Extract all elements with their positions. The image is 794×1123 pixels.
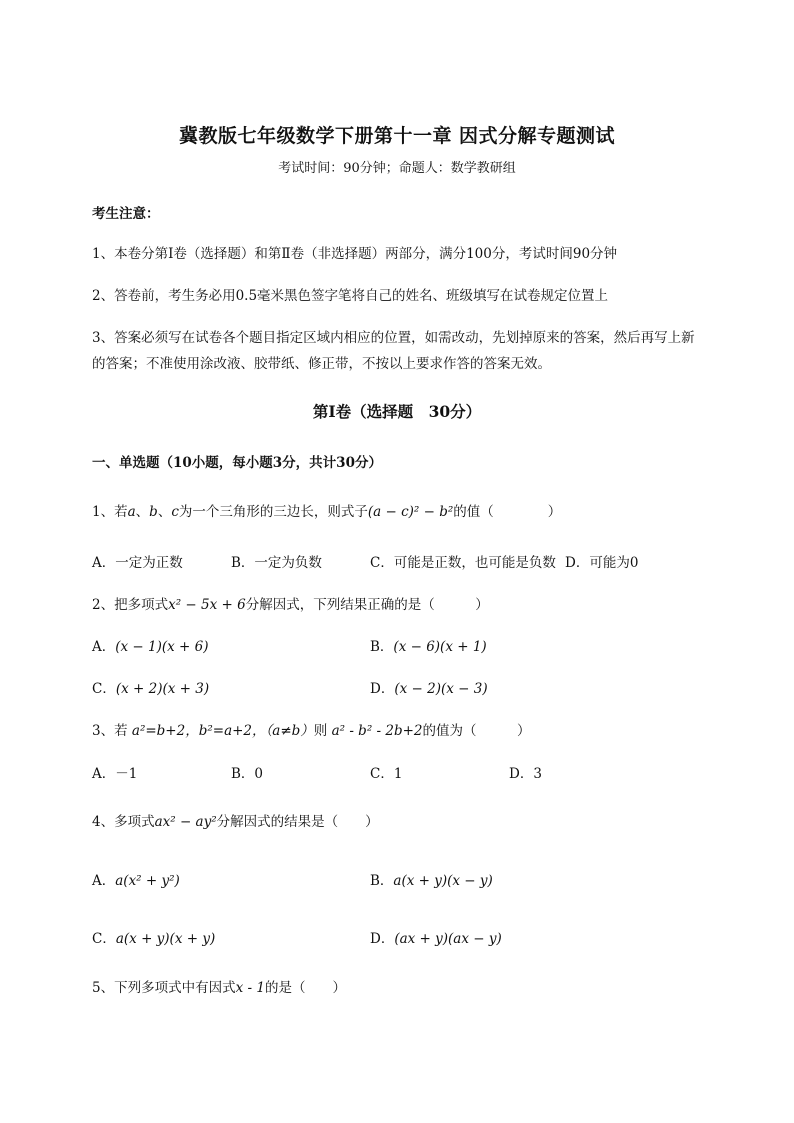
option-label: B． xyxy=(370,873,394,889)
option-label: C． xyxy=(92,931,116,947)
option-label: D． xyxy=(370,681,395,697)
option-expression: a(x² + y²) xyxy=(115,873,180,889)
option-expression: a(x + y)(x − y) xyxy=(393,873,493,889)
question-4-expression: ax² − ay² xyxy=(154,814,217,830)
option-label: C． xyxy=(92,681,116,697)
part-heading: 一、单选题（10小题，每小题3分，共计30分） xyxy=(92,455,382,471)
question-5-prefix: 5、下列多项式中有因式 xyxy=(92,980,236,996)
q1-separator-2: 、 xyxy=(157,504,172,520)
option-expression: (ax + y)(ax − y) xyxy=(394,931,502,947)
question-3-prefix: 3、若 xyxy=(92,723,128,739)
question-3-stem xyxy=(92,719,531,739)
question-5-suffix: 的是（ ） xyxy=(264,980,346,996)
note-item-3: 3、答案必须写在试卷各个题目指定区域内相应的位置，如需改动，先划掉原来的答案，然后再写上新 xyxy=(92,330,695,346)
question-1-option-a: A．一定为正数 xyxy=(92,555,183,571)
question-1-option-c: C．可能是正数，也可能是负数 xyxy=(370,555,556,571)
question-5-stem xyxy=(92,976,346,996)
question-1-suffix: 的值（ ） xyxy=(453,504,562,520)
question-3-option-c: C．1 xyxy=(370,766,403,782)
question-2-prefix: 2、把多项式 xyxy=(92,597,169,613)
var-c: c xyxy=(171,504,179,520)
note-item-2: 2、答卷前，考生务必用0.5毫米黑色签字笔将自己的姓名、班级填写在试卷规定位置上 xyxy=(92,288,609,304)
question-1-mid: 为一个三角形的三边长，则式子 xyxy=(178,504,368,520)
question-3-mid: 则 xyxy=(313,723,328,739)
question-3-option-d: D．3 xyxy=(509,766,542,782)
option-expression: (x − 6)(x + 1) xyxy=(393,639,487,655)
question-4-option-a xyxy=(92,869,180,889)
question-2-option-c xyxy=(92,677,209,697)
question-5-expression: x - 1 xyxy=(235,980,265,996)
question-4-option-b xyxy=(370,869,493,889)
section-title: 第I卷（选择题 30分） xyxy=(312,402,482,421)
question-2-suffix: 分解因式，下列结果正确的是（ ） xyxy=(245,597,489,613)
note-item-3-continued: 的答案；不准使用涂改液、胶带纸、修正带，不按以上要求作答的答案无效。 xyxy=(92,356,551,372)
question-1-option-b: B．一定为负数 xyxy=(231,555,322,571)
question-4-suffix: 分解因式的结果是（ ） xyxy=(216,814,379,830)
question-3-option-b: B．0 xyxy=(231,766,264,782)
question-4-option-c xyxy=(92,927,215,947)
page-subtitle: 考试时间：90分钟；命题人：数学教研组 xyxy=(278,161,516,176)
page-title: 冀教版七年级数学下册第十一章 因式分解专题测试 xyxy=(178,125,616,147)
var-a: a xyxy=(127,504,136,520)
notes-heading: 考生注意： xyxy=(92,206,160,222)
q1-separator-1: 、 xyxy=(135,504,150,520)
question-3-condition: a²=b+2，b²=a+2，（a≠b） xyxy=(131,723,314,739)
question-2-option-d xyxy=(370,677,488,697)
var-b: b xyxy=(149,504,158,520)
note-item-1: 1、本卷分第I卷（选择题）和第Ⅱ卷（非选择题）两部分，满分100分，考试时间90分钟 xyxy=(92,246,618,262)
question-1-option-d: D．可能为0 xyxy=(565,555,639,571)
question-4-option-d xyxy=(370,927,502,947)
option-expression: (x − 1)(x + 6) xyxy=(115,639,209,655)
question-2-option-a xyxy=(92,635,209,655)
option-label: A． xyxy=(92,639,116,655)
option-expression: a(x + y)(x + y) xyxy=(115,931,216,947)
question-2-option-b xyxy=(370,635,487,655)
question-3-expression: a² - b² - 2b+2 xyxy=(331,723,423,739)
question-4-stem xyxy=(92,810,379,830)
question-2-stem xyxy=(92,593,489,613)
option-expression: (x − 2)(x − 3) xyxy=(394,681,488,697)
question-1-stem xyxy=(92,500,561,520)
option-expression: (x + 2)(x + 3) xyxy=(115,681,210,697)
question-3-option-a: A．－1 xyxy=(92,766,138,782)
question-1-prefix: 1、若 xyxy=(92,504,128,520)
option-label: B． xyxy=(370,639,394,655)
question-3-suffix: 的值为（ ） xyxy=(422,723,531,739)
question-1-expression: (a − c)² − b² xyxy=(367,504,454,520)
option-label: D． xyxy=(370,931,395,947)
question-4-prefix: 4、多项式 xyxy=(92,814,155,830)
option-label: A． xyxy=(92,873,116,889)
question-2-expression: x² − 5x + 6 xyxy=(168,597,246,613)
